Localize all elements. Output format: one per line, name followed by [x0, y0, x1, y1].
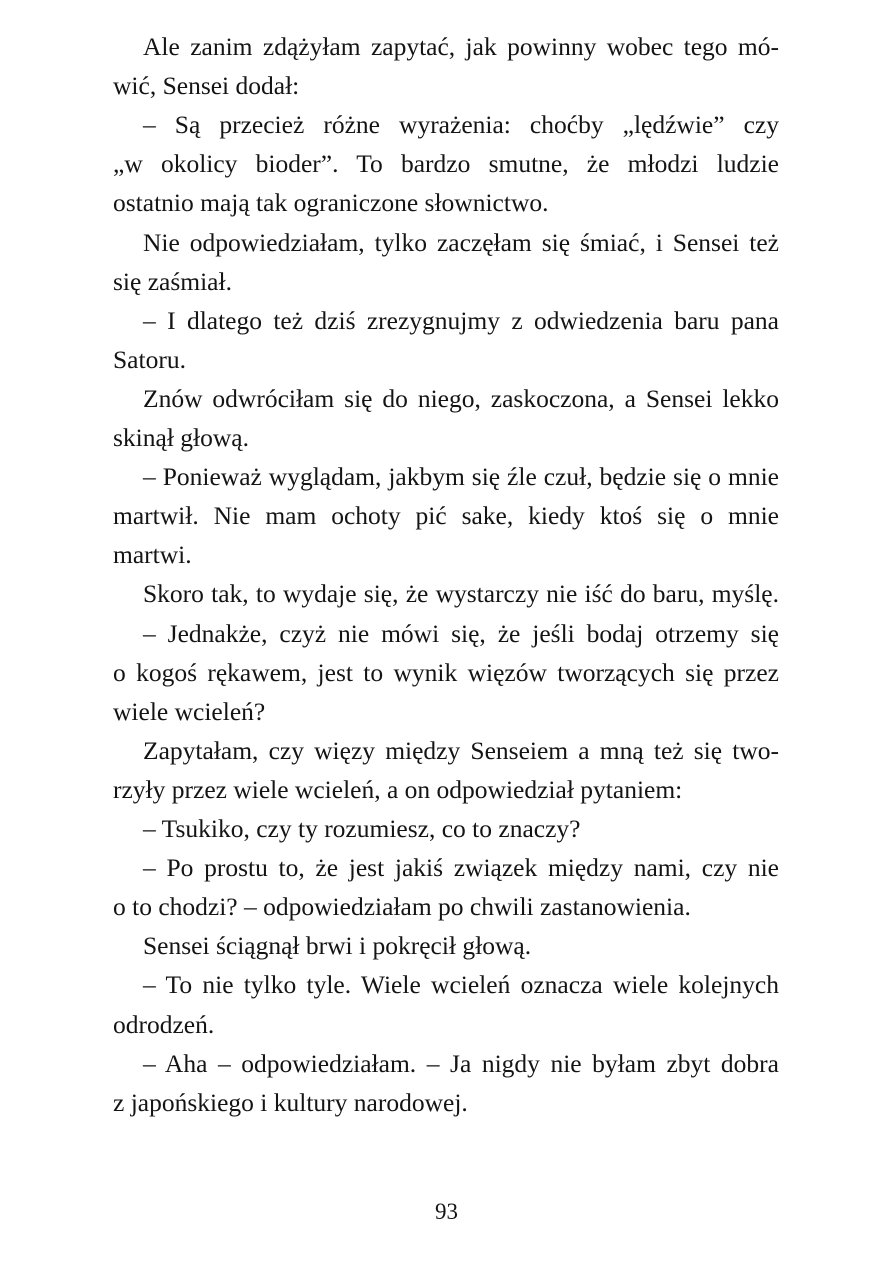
- text-line: Zapytałam, czy więzy między Senseiem a mną też się two-: [143, 736, 779, 765]
- text-line: martwił. Nie mam ochoty pić sake, kiedy ktoś się o mnie: [113, 501, 779, 530]
- text-line: – Po prostu to, że jest jakiś związek między nami, czy nie: [143, 853, 779, 882]
- text-line: „w okolicy bioder”. To bardzo smutne, że młodzi ludzie: [113, 149, 779, 178]
- page-number: 93: [435, 1199, 458, 1224]
- text-line: się zaśmiał.: [113, 267, 232, 296]
- text-line: – Aha – odpowiedziałam. – Ja nigdy nie byłam zbyt dobra: [143, 1049, 779, 1078]
- text-line: odrodzeń.: [113, 1010, 215, 1039]
- text-line: – To nie tylko tyle. Wiele wcieleń oznacza wiele kolejnych: [143, 970, 779, 999]
- text-line: z japońskiego i kultury narodowej.: [113, 1088, 468, 1117]
- text-line: – I dlatego też dziś zrezygnujmy z odwiedzenia baru pana: [143, 306, 779, 335]
- text-line: o to chodzi? – odpowiedziałam po chwili zastanowienia.: [113, 892, 691, 921]
- text-line: – Jednakże, czyż nie mówi się, że jeśli bodaj otrzemy się: [143, 619, 779, 648]
- text-line: wiele wcieleń?: [113, 697, 266, 726]
- text-line: martwi.: [113, 540, 192, 569]
- text-line: ostatnio mają tak ograniczone słownictwo.: [113, 188, 549, 217]
- text-line: Sensei ściągnął brwi i pokręcił głową.: [143, 931, 532, 960]
- text-line: – Ponieważ wyglądam, jakbym się źle czuł, będzie się o mnie: [143, 462, 779, 491]
- text-line: Ale zanim zdążyłam zapytać, jak powinny wobec tego mó-: [143, 32, 779, 61]
- text-line: o kogoś rękawem, jest to wynik więzów tworzących się przez: [113, 658, 779, 687]
- text-line: skinął głową.: [113, 423, 249, 452]
- text-line: Znów odwróciłam się do niego, zaskoczona, a Sensei lekko: [143, 384, 779, 413]
- text-line: wić, Sensei dodał:: [113, 71, 300, 100]
- text-line: Satoru.: [113, 345, 186, 374]
- text-line: rzyły przez wiele wcieleń, a on odpowiedział pytaniem:: [113, 775, 683, 804]
- text-line: Skoro tak, to wydaje się, że wystarczy nie iść do baru, myślę.: [143, 579, 779, 608]
- text-line: – Są przecież różne wyrażenia: choćby „lędźwie” czy: [143, 110, 779, 139]
- text-line: – Tsukiko, czy ty rozumiesz, co to znaczy?: [143, 814, 581, 843]
- text-line: Nie odpowiedziałam, tylko zaczęłam się śmiać, i Sensei też: [143, 228, 779, 257]
